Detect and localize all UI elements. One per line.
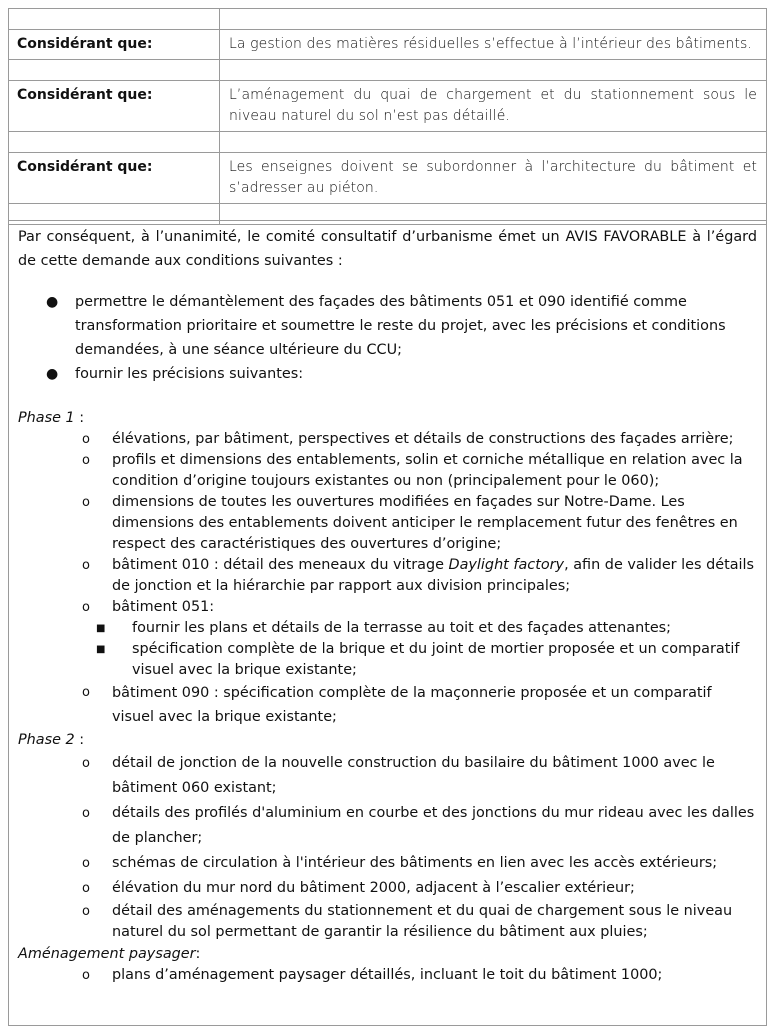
circle-bullet-icon: o (82, 600, 90, 615)
list-item: o bâtiment 051: ■ fournir les plans et détails de la terrasse au toit et des façades attenantes; ■ spécification complète de la brique et du joint de mortier proposée et un comparatif visuel avec la brique existante; (18, 597, 757, 681)
row-text: Les enseignes doivent se subordonner à l’architecture du bâtiment et s’adresser au piéton. (229, 159, 757, 196)
row-text: L’aménagement du quai de chargement et du stationnement sous le niveau naturel du sol n’est pas détaillé. (229, 87, 757, 124)
list-item: o élévation du mur nord du bâtiment 2000, adjacent à l’escalier extérieur; (18, 876, 757, 901)
list-item: o bâtiment 090 : spécification complète de la maçonnerie proposée et un comparatif visuel avec la brique existante; (18, 681, 757, 729)
row-label: Considérant que: (9, 81, 220, 131)
list-item: o détail de jonction de la nouvelle construction du basilaire du bâtiment 1000 avec le bâtiment 060 existant; (18, 751, 757, 801)
phase-1-heading: Phase 1 : (18, 410, 85, 426)
list-item: ■ fournir les plans et détails de la terrasse au toit et des façades attenantes; (92, 618, 757, 639)
phase-2-list (18, 751, 757, 943)
row-label: Considérant que: (9, 30, 220, 59)
square-bullet-icon: ■ (96, 644, 106, 655)
circle-bullet-icon: o (82, 685, 90, 700)
list-item: o dimensions de toutes les ouvertures modifiées en façades sur Notre-Dame. Les dimensions des entablements doivent anticiper le remplacement futur des fenêtres en respect des caractéristiques des ouvertures d’origine; (82, 494, 738, 552)
bullet-icon: ● (46, 366, 59, 382)
circle-bullet-icon: o (82, 453, 90, 468)
circle-bullet-icon: o (82, 558, 90, 573)
list-item: o détails des profilés d'aluminium en courbe et des jonctions du mur rideau avec les dalles de plancher; (18, 801, 757, 851)
circle-bullet-icon: o (82, 806, 90, 821)
row-label: Considérant que: (9, 153, 220, 203)
square-bullet-icon: ■ (96, 623, 106, 634)
list-item: o bâtiment 010 : détail des meneaux du vitrage Daylight factory, afin de valider les détails de jonction et la hiérarchie par rapport aux division principales; (82, 557, 755, 594)
landscape-list (18, 965, 757, 986)
circle-bullet-icon: o (82, 968, 90, 983)
circle-bullet-icon: o (82, 495, 90, 510)
list-item: ● fournir les précisions suivantes: (18, 362, 757, 386)
table-spacer-row (9, 60, 766, 81)
list-item: ■ spécification complète de la brique et du joint de mortier proposée et un comparatif visuel avec la brique existante; (96, 641, 740, 678)
list-item: o schémas de circulation à l'intérieur des bâtiments en lien avec les accès extérieurs; (18, 851, 757, 876)
table-row (9, 30, 766, 60)
phase-2-heading: Phase 2 : (18, 732, 85, 748)
list-item: ● permettre le démantèlement des façades des bâtiments 051 et 090 identifié comme transformation prioritaire et soumettre le reste du projet, avec les précisions et conditions demandées, à une séance ultérieure du CCU; (18, 290, 757, 362)
table-row (9, 153, 766, 204)
table-spacer-row (9, 132, 766, 153)
list-item: o plans d’aménagement paysager détaillés, incluant le toit du bâtiment 1000; (18, 965, 757, 986)
list-item: o élévations, par bâtiment, perspectives et détails de constructions des façades arrière; (18, 429, 757, 450)
conditions-list (18, 290, 757, 386)
considerations-table (8, 8, 767, 225)
circle-bullet-icon: o (82, 432, 90, 447)
list-item: o profils et dimensions des entablements, solin et corniche métallique en relation avec la condition d’origine toujours existantes ou non (principalement pour le 060); (82, 452, 743, 489)
table-row (9, 81, 766, 132)
circle-bullet-icon: o (82, 756, 90, 771)
decision-intro: Par conséquent, à l’unanimité, le comité consultatif d’urbanisme émet un AVIS FAVORABLE à l’égard de cette demande aux conditions suivantes : (18, 229, 757, 269)
row-text: La gestion des matières résiduelles s’effectue à l’intérieur des bâtiments. (229, 36, 752, 52)
circle-bullet-icon: o (82, 881, 90, 896)
building-051-sublist (96, 618, 757, 681)
bullet-icon: ● (46, 294, 59, 310)
list-item: o détail des aménagements du stationnement et du quai de chargement sous le niveau naturel du sol permettant de garantir la résilience du bâtiment aux pluies; (82, 903, 733, 940)
circle-bullet-icon: o (82, 904, 90, 919)
table-spacer-row (9, 9, 766, 30)
circle-bullet-icon: o (82, 856, 90, 871)
phase-1-list (18, 429, 757, 729)
decision-cell (8, 220, 767, 1026)
landscape-heading: Aménagement paysager: (18, 946, 201, 962)
